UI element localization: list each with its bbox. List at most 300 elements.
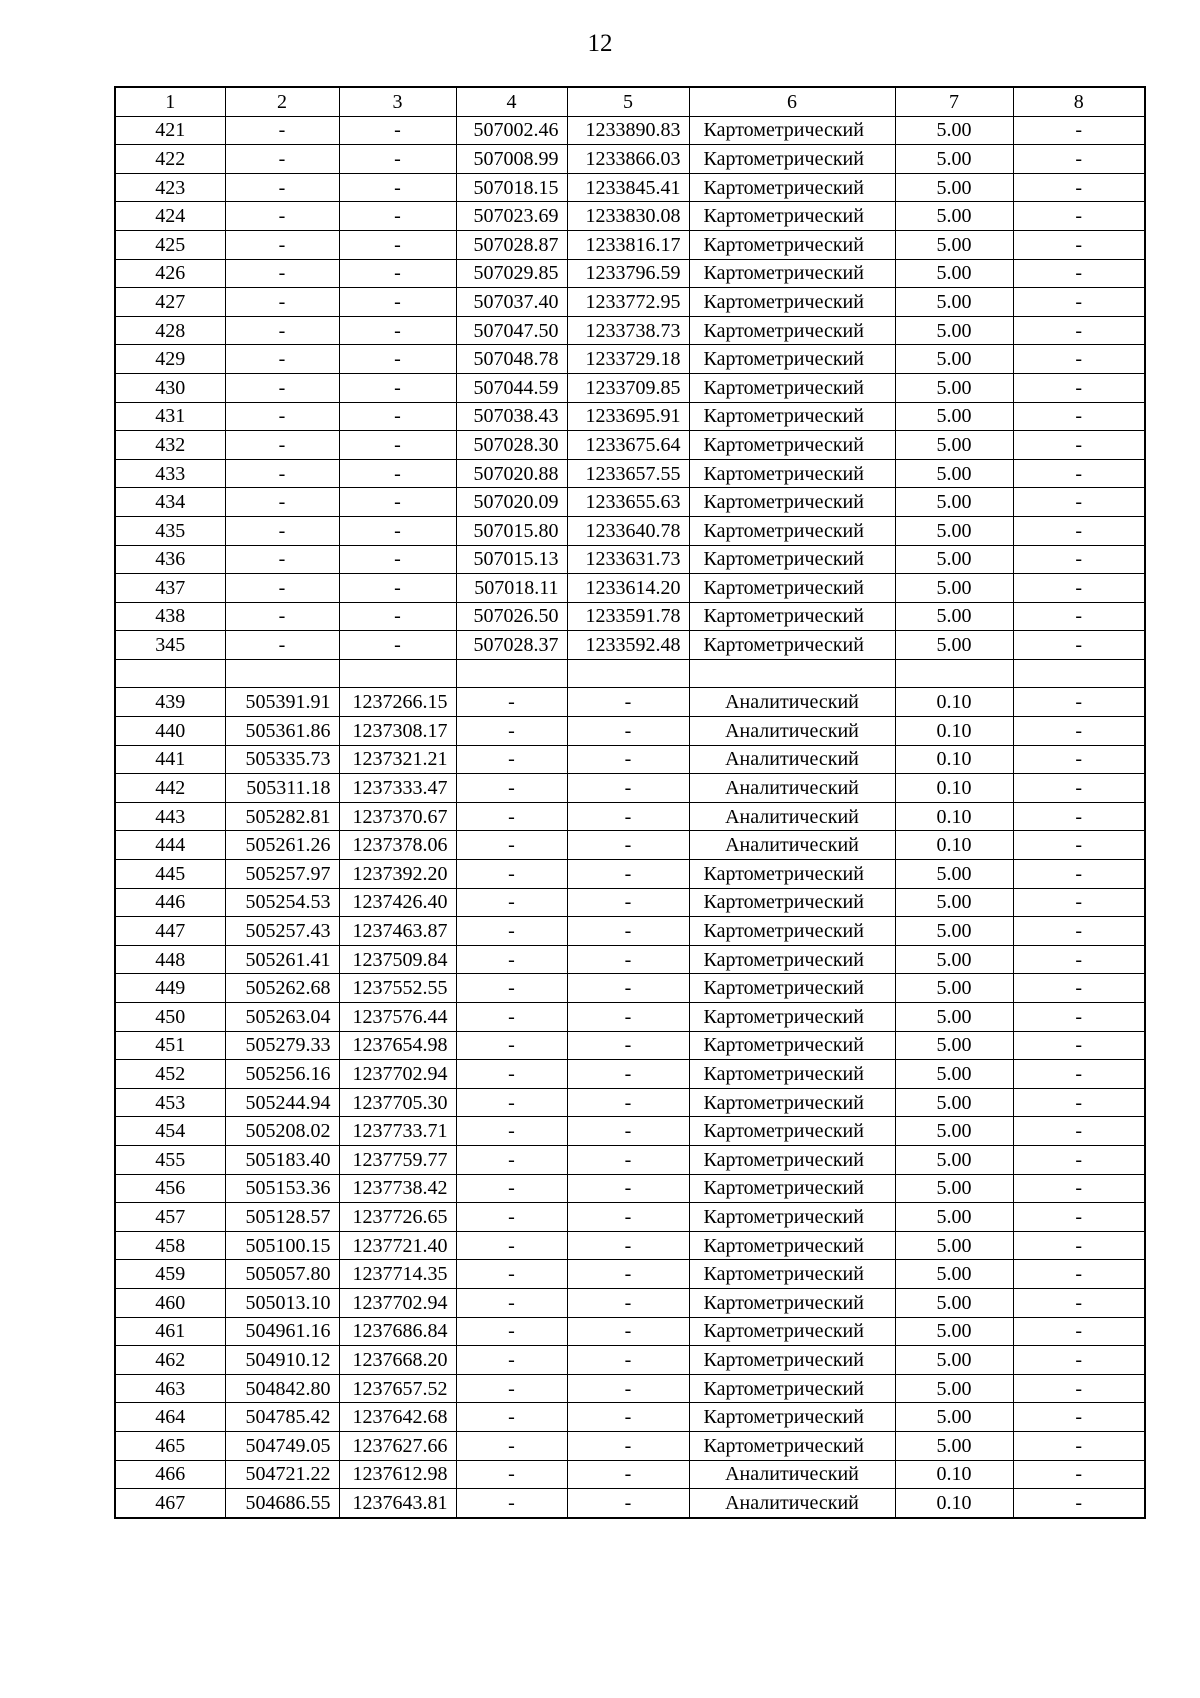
method-cell xyxy=(689,659,895,688)
point-number-cell: 449 xyxy=(115,974,225,1003)
y-coord-cell: - xyxy=(339,230,456,259)
method-cell: Аналитический xyxy=(689,1460,895,1489)
point-number-cell: 428 xyxy=(115,316,225,345)
note-cell: - xyxy=(1013,1489,1145,1518)
y-coord-cell: - xyxy=(567,1203,689,1232)
point-number-cell: 431 xyxy=(115,402,225,431)
accuracy-cell: 0.10 xyxy=(895,831,1013,860)
note-cell: - xyxy=(1013,1288,1145,1317)
method-cell: Картометрический xyxy=(689,1431,895,1460)
x-coord-cell: 507038.43 xyxy=(456,402,567,431)
method-cell: Картометрический xyxy=(689,888,895,917)
table-row xyxy=(115,774,1145,803)
note-cell: - xyxy=(1013,545,1145,574)
table-row xyxy=(115,917,1145,946)
x-coord-cell: - xyxy=(456,1260,567,1289)
note-cell: - xyxy=(1013,1203,1145,1232)
x-coord-cell: - xyxy=(225,459,339,488)
table-row xyxy=(115,459,1145,488)
point-number-cell: 442 xyxy=(115,774,225,803)
x-coord-cell: 505282.81 xyxy=(225,802,339,831)
y-coord-cell: - xyxy=(567,917,689,946)
method-cell: Картометрический xyxy=(689,1031,895,1060)
note-cell: - xyxy=(1013,1346,1145,1375)
accuracy-cell: 5.00 xyxy=(895,1403,1013,1432)
table-row xyxy=(115,1117,1145,1146)
accuracy-cell: 5.00 xyxy=(895,259,1013,288)
accuracy-cell: 5.00 xyxy=(895,1431,1013,1460)
method-cell: Картометрический xyxy=(689,631,895,660)
x-coord-cell: 507018.15 xyxy=(456,173,567,202)
y-coord-cell: 1237759.77 xyxy=(339,1145,456,1174)
method-cell: Картометрический xyxy=(689,202,895,231)
y-coord-cell: - xyxy=(339,488,456,517)
accuracy-cell: 5.00 xyxy=(895,1317,1013,1346)
y-coord-cell: 1233657.55 xyxy=(567,459,689,488)
y-coord-cell: - xyxy=(339,259,456,288)
x-coord-cell: - xyxy=(456,1203,567,1232)
table-row xyxy=(115,431,1145,460)
x-coord-cell: - xyxy=(456,1317,567,1346)
y-coord-cell: - xyxy=(567,1003,689,1032)
accuracy-cell: 5.00 xyxy=(895,602,1013,631)
x-coord-cell xyxy=(225,659,339,688)
x-coord-cell: 505100.15 xyxy=(225,1231,339,1260)
y-coord-cell: 1237726.65 xyxy=(339,1203,456,1232)
x-coord-cell: 507023.69 xyxy=(456,202,567,231)
method-cell: Картометрический xyxy=(689,173,895,202)
note-cell: - xyxy=(1013,1117,1145,1146)
column-header: 1 xyxy=(115,87,225,116)
table-row xyxy=(115,1174,1145,1203)
x-coord-cell: - xyxy=(225,202,339,231)
accuracy-cell: 5.00 xyxy=(895,1088,1013,1117)
table-row xyxy=(115,574,1145,603)
y-coord-cell: - xyxy=(567,688,689,717)
x-coord-cell: 505257.43 xyxy=(225,917,339,946)
point-number-cell: 456 xyxy=(115,1174,225,1203)
table-row xyxy=(115,1288,1145,1317)
y-coord-cell: 1237333.47 xyxy=(339,774,456,803)
method-cell: Картометрический xyxy=(689,974,895,1003)
y-coord-cell: 1237654.98 xyxy=(339,1031,456,1060)
method-cell: Картометрический xyxy=(689,1174,895,1203)
point-number-cell: 462 xyxy=(115,1346,225,1375)
point-number-cell: 437 xyxy=(115,574,225,603)
y-coord-cell: 1237627.66 xyxy=(339,1431,456,1460)
accuracy-cell: 5.00 xyxy=(895,1003,1013,1032)
table-row xyxy=(115,545,1145,574)
method-cell: Картометрический xyxy=(689,516,895,545)
x-coord-cell: - xyxy=(456,831,567,860)
table-row xyxy=(115,802,1145,831)
x-coord-cell: 505254.53 xyxy=(225,888,339,917)
x-coord-cell: 505256.16 xyxy=(225,1060,339,1089)
y-coord-cell: 1237702.94 xyxy=(339,1060,456,1089)
accuracy-cell: 0.10 xyxy=(895,717,1013,746)
y-coord-cell: - xyxy=(339,402,456,431)
y-coord-cell: 1233796.59 xyxy=(567,259,689,288)
note-cell: - xyxy=(1013,173,1145,202)
accuracy-cell: 5.00 xyxy=(895,345,1013,374)
note-cell: - xyxy=(1013,1403,1145,1432)
x-coord-cell: 507020.88 xyxy=(456,459,567,488)
accuracy-cell: 5.00 xyxy=(895,173,1013,202)
y-coord-cell: - xyxy=(339,316,456,345)
y-coord-cell: 1237552.55 xyxy=(339,974,456,1003)
y-coord-cell: - xyxy=(339,202,456,231)
y-coord-cell: 1237714.35 xyxy=(339,1260,456,1289)
y-coord-cell: 1233655.63 xyxy=(567,488,689,517)
y-coord-cell: 1237702.94 xyxy=(339,1288,456,1317)
point-number-cell: 441 xyxy=(115,745,225,774)
table-row xyxy=(115,745,1145,774)
accuracy-cell: 5.00 xyxy=(895,516,1013,545)
y-coord-cell: - xyxy=(339,288,456,317)
method-cell: Картометрический xyxy=(689,488,895,517)
y-coord-cell: 1233738.73 xyxy=(567,316,689,345)
method-cell: Картометрический xyxy=(689,431,895,460)
y-coord-cell: - xyxy=(567,1431,689,1460)
accuracy-cell: 5.00 xyxy=(895,116,1013,145)
method-cell: Картометрический xyxy=(689,116,895,145)
x-coord-cell: 505361.86 xyxy=(225,717,339,746)
y-coord-cell: 1237378.06 xyxy=(339,831,456,860)
point-number-cell: 448 xyxy=(115,945,225,974)
accuracy-cell: 5.00 xyxy=(895,1203,1013,1232)
x-coord-cell: - xyxy=(456,1060,567,1089)
accuracy-cell: 0.10 xyxy=(895,688,1013,717)
table-row xyxy=(115,1460,1145,1489)
note-cell: - xyxy=(1013,1460,1145,1489)
page-number: 12 xyxy=(587,30,613,57)
table-row xyxy=(115,1431,1145,1460)
x-coord-cell: 507028.30 xyxy=(456,431,567,460)
point-number-cell: 454 xyxy=(115,1117,225,1146)
method-cell: Картометрический xyxy=(689,1317,895,1346)
x-coord-cell: 505261.26 xyxy=(225,831,339,860)
x-coord-cell: - xyxy=(456,1088,567,1117)
table-row xyxy=(115,316,1145,345)
x-coord-cell: 507048.78 xyxy=(456,345,567,374)
x-coord-cell: - xyxy=(225,631,339,660)
note-cell: - xyxy=(1013,1060,1145,1089)
point-number-cell: 433 xyxy=(115,459,225,488)
y-coord-cell: 1237321.21 xyxy=(339,745,456,774)
y-coord-cell: - xyxy=(339,602,456,631)
y-coord-cell: 1237509.84 xyxy=(339,945,456,974)
coordinates-table xyxy=(114,86,1146,1519)
x-coord-cell: 507015.80 xyxy=(456,516,567,545)
table-row xyxy=(115,345,1145,374)
note-cell: - xyxy=(1013,1174,1145,1203)
note-cell: - xyxy=(1013,145,1145,174)
point-number-cell: 425 xyxy=(115,230,225,259)
y-coord-cell: - xyxy=(339,431,456,460)
y-coord-cell: 1237721.40 xyxy=(339,1231,456,1260)
x-coord-cell: - xyxy=(225,402,339,431)
x-coord-cell: - xyxy=(225,316,339,345)
x-coord-cell: 505262.68 xyxy=(225,974,339,1003)
note-cell: - xyxy=(1013,774,1145,803)
table-row xyxy=(115,1374,1145,1403)
y-coord-cell: - xyxy=(567,1174,689,1203)
method-cell: Картометрический xyxy=(689,288,895,317)
method-cell: Картометрический xyxy=(689,602,895,631)
y-coord-cell: 1237576.44 xyxy=(339,1003,456,1032)
method-cell: Картометрический xyxy=(689,1403,895,1432)
y-coord-cell: - xyxy=(567,1145,689,1174)
y-coord-cell: 1233591.78 xyxy=(567,602,689,631)
y-coord-cell: 1233614.20 xyxy=(567,574,689,603)
note-cell: - xyxy=(1013,574,1145,603)
x-coord-cell: 505013.10 xyxy=(225,1288,339,1317)
accuracy-cell: 5.00 xyxy=(895,574,1013,603)
y-coord-cell: 1233866.03 xyxy=(567,145,689,174)
x-coord-cell: 505279.33 xyxy=(225,1031,339,1060)
table-row xyxy=(115,373,1145,402)
point-number-cell: 452 xyxy=(115,1060,225,1089)
note-cell xyxy=(1013,659,1145,688)
accuracy-cell: 5.00 xyxy=(895,974,1013,1003)
y-coord-cell: - xyxy=(339,459,456,488)
method-cell: Картометрический xyxy=(689,316,895,345)
note-cell: - xyxy=(1013,1231,1145,1260)
y-coord-cell: - xyxy=(567,974,689,1003)
note-cell: - xyxy=(1013,917,1145,946)
table-row xyxy=(115,402,1145,431)
y-coord-cell: - xyxy=(339,116,456,145)
x-coord-cell: - xyxy=(456,1288,567,1317)
method-cell: Картометрический xyxy=(689,545,895,574)
x-coord-cell: - xyxy=(456,1374,567,1403)
x-coord-cell: - xyxy=(456,1117,567,1146)
point-number-cell: 439 xyxy=(115,688,225,717)
point-number-cell: 446 xyxy=(115,888,225,917)
y-coord-cell: 1233695.91 xyxy=(567,402,689,431)
note-cell: - xyxy=(1013,1317,1145,1346)
x-coord-cell: - xyxy=(456,1003,567,1032)
table-row xyxy=(115,888,1145,917)
note-cell: - xyxy=(1013,688,1145,717)
y-coord-cell: - xyxy=(567,945,689,974)
x-coord-cell: - xyxy=(456,1489,567,1518)
table-row xyxy=(115,1346,1145,1375)
x-coord-cell: 504910.12 xyxy=(225,1346,339,1375)
accuracy-cell: 5.00 xyxy=(895,1346,1013,1375)
method-cell: Аналитический xyxy=(689,717,895,746)
method-cell: Картометрический xyxy=(689,373,895,402)
point-number-cell: 451 xyxy=(115,1031,225,1060)
point-number-cell: 457 xyxy=(115,1203,225,1232)
accuracy-cell: 5.00 xyxy=(895,945,1013,974)
note-cell: - xyxy=(1013,1031,1145,1060)
accuracy-cell: 0.10 xyxy=(895,802,1013,831)
method-cell: Картометрический xyxy=(689,1117,895,1146)
accuracy-cell: 5.00 xyxy=(895,545,1013,574)
table-row xyxy=(115,230,1145,259)
y-coord-cell: 1233890.83 xyxy=(567,116,689,145)
table-row xyxy=(115,116,1145,145)
point-number-cell: 455 xyxy=(115,1145,225,1174)
table-row xyxy=(115,1060,1145,1089)
y-coord-cell: 1237686.84 xyxy=(339,1317,456,1346)
point-number-cell: 447 xyxy=(115,917,225,946)
y-coord-cell: - xyxy=(339,173,456,202)
point-number-cell: 345 xyxy=(115,631,225,660)
x-coord-cell: 507028.37 xyxy=(456,631,567,660)
x-coord-cell: 505183.40 xyxy=(225,1145,339,1174)
column-header: 6 xyxy=(689,87,895,116)
x-coord-cell: 505153.36 xyxy=(225,1174,339,1203)
accuracy-cell: 5.00 xyxy=(895,631,1013,660)
x-coord-cell: - xyxy=(225,173,339,202)
x-coord-cell: - xyxy=(456,1174,567,1203)
y-coord-cell: - xyxy=(339,345,456,374)
point-number-cell: 435 xyxy=(115,516,225,545)
note-cell: - xyxy=(1013,516,1145,545)
note-cell: - xyxy=(1013,831,1145,860)
accuracy-cell: 5.00 xyxy=(895,288,1013,317)
note-cell: - xyxy=(1013,1260,1145,1289)
x-coord-cell: 505263.04 xyxy=(225,1003,339,1032)
y-coord-cell: - xyxy=(567,1060,689,1089)
x-coord-cell: - xyxy=(456,1403,567,1432)
y-coord-cell: - xyxy=(567,1317,689,1346)
point-number-cell: 422 xyxy=(115,145,225,174)
y-coord-cell: 1237463.87 xyxy=(339,917,456,946)
point-number-cell: 463 xyxy=(115,1374,225,1403)
method-cell: Картометрический xyxy=(689,917,895,946)
column-header: 4 xyxy=(456,87,567,116)
y-coord-cell: - xyxy=(567,1117,689,1146)
accuracy-cell: 0.10 xyxy=(895,745,1013,774)
method-cell: Картометрический xyxy=(689,1203,895,1232)
y-coord-cell: - xyxy=(567,1088,689,1117)
x-coord-cell: 507002.46 xyxy=(456,116,567,145)
y-coord-cell: - xyxy=(567,860,689,889)
table-row xyxy=(115,516,1145,545)
note-cell: - xyxy=(1013,1088,1145,1117)
y-coord-cell: 1237266.15 xyxy=(339,688,456,717)
method-cell: Картометрический xyxy=(689,574,895,603)
point-number-cell: 443 xyxy=(115,802,225,831)
y-coord-cell: - xyxy=(567,888,689,917)
accuracy-cell: 5.00 xyxy=(895,1145,1013,1174)
x-coord-cell: 507020.09 xyxy=(456,488,567,517)
accuracy-cell: 5.00 xyxy=(895,145,1013,174)
y-coord-cell: - xyxy=(567,717,689,746)
y-coord-cell: 1237643.81 xyxy=(339,1489,456,1518)
accuracy-cell: 5.00 xyxy=(895,402,1013,431)
point-number-cell: 429 xyxy=(115,345,225,374)
y-coord-cell: 1237657.52 xyxy=(339,1374,456,1403)
y-coord-cell: 1233675.64 xyxy=(567,431,689,460)
table-row xyxy=(115,145,1145,174)
method-cell: Аналитический xyxy=(689,1489,895,1518)
x-coord-cell: 505261.41 xyxy=(225,945,339,974)
point-number-cell: 432 xyxy=(115,431,225,460)
note-cell: - xyxy=(1013,316,1145,345)
x-coord-cell: - xyxy=(225,488,339,517)
note-cell: - xyxy=(1013,373,1145,402)
y-coord-cell: - xyxy=(567,802,689,831)
point-number-cell: 461 xyxy=(115,1317,225,1346)
method-cell: Картометрический xyxy=(689,945,895,974)
x-coord-cell: 507008.99 xyxy=(456,145,567,174)
method-cell: Картометрический xyxy=(689,1231,895,1260)
method-cell: Картометрический xyxy=(689,1145,895,1174)
x-coord-cell: - xyxy=(225,259,339,288)
method-cell: Картометрический xyxy=(689,1003,895,1032)
x-coord-cell: - xyxy=(456,974,567,1003)
table-spacer-row xyxy=(115,659,1145,688)
x-coord-cell: - xyxy=(225,431,339,460)
y-coord-cell: 1237612.98 xyxy=(339,1460,456,1489)
column-header: 7 xyxy=(895,87,1013,116)
point-number-cell: 460 xyxy=(115,1288,225,1317)
note-cell: - xyxy=(1013,431,1145,460)
x-coord-cell: 507026.50 xyxy=(456,602,567,631)
x-coord-cell: - xyxy=(456,860,567,889)
method-cell: Аналитический xyxy=(689,774,895,803)
table-body xyxy=(115,116,1145,1518)
accuracy-cell: 5.00 xyxy=(895,888,1013,917)
accuracy-cell: 0.10 xyxy=(895,1460,1013,1489)
x-coord-cell: 504686.55 xyxy=(225,1489,339,1518)
table-row xyxy=(115,860,1145,889)
method-cell: Аналитический xyxy=(689,745,895,774)
x-coord-cell: - xyxy=(456,688,567,717)
y-coord-cell: 1237370.67 xyxy=(339,802,456,831)
point-number-cell: 423 xyxy=(115,173,225,202)
x-coord-cell: 504721.22 xyxy=(225,1460,339,1489)
point-number-cell: 436 xyxy=(115,545,225,574)
accuracy-cell: 5.00 xyxy=(895,1117,1013,1146)
x-coord-cell: 505311.18 xyxy=(225,774,339,803)
y-coord-cell: - xyxy=(339,545,456,574)
note-cell: - xyxy=(1013,402,1145,431)
y-coord-cell xyxy=(339,659,456,688)
accuracy-cell: 5.00 xyxy=(895,917,1013,946)
table-row xyxy=(115,1317,1145,1346)
note-cell: - xyxy=(1013,745,1145,774)
method-cell: Картометрический xyxy=(689,1260,895,1289)
note-cell: - xyxy=(1013,1374,1145,1403)
note-cell: - xyxy=(1013,1003,1145,1032)
x-coord-cell: 507037.40 xyxy=(456,288,567,317)
point-number-cell: 421 xyxy=(115,116,225,145)
y-coord-cell: - xyxy=(567,745,689,774)
method-cell: Аналитический xyxy=(689,802,895,831)
accuracy-cell: 5.00 xyxy=(895,373,1013,402)
y-coord-cell: - xyxy=(339,574,456,603)
point-number-cell: 438 xyxy=(115,602,225,631)
y-coord-cell: - xyxy=(567,1374,689,1403)
x-coord-cell: - xyxy=(456,774,567,803)
x-coord-cell: 505128.57 xyxy=(225,1203,339,1232)
y-coord-cell: - xyxy=(567,1288,689,1317)
note-cell: - xyxy=(1013,974,1145,1003)
note-cell: - xyxy=(1013,1145,1145,1174)
table-row xyxy=(115,717,1145,746)
x-coord-cell xyxy=(456,659,567,688)
accuracy-cell: 0.10 xyxy=(895,774,1013,803)
method-cell: Картометрический xyxy=(689,1374,895,1403)
note-cell: - xyxy=(1013,230,1145,259)
point-number-cell: 430 xyxy=(115,373,225,402)
note-cell: - xyxy=(1013,288,1145,317)
